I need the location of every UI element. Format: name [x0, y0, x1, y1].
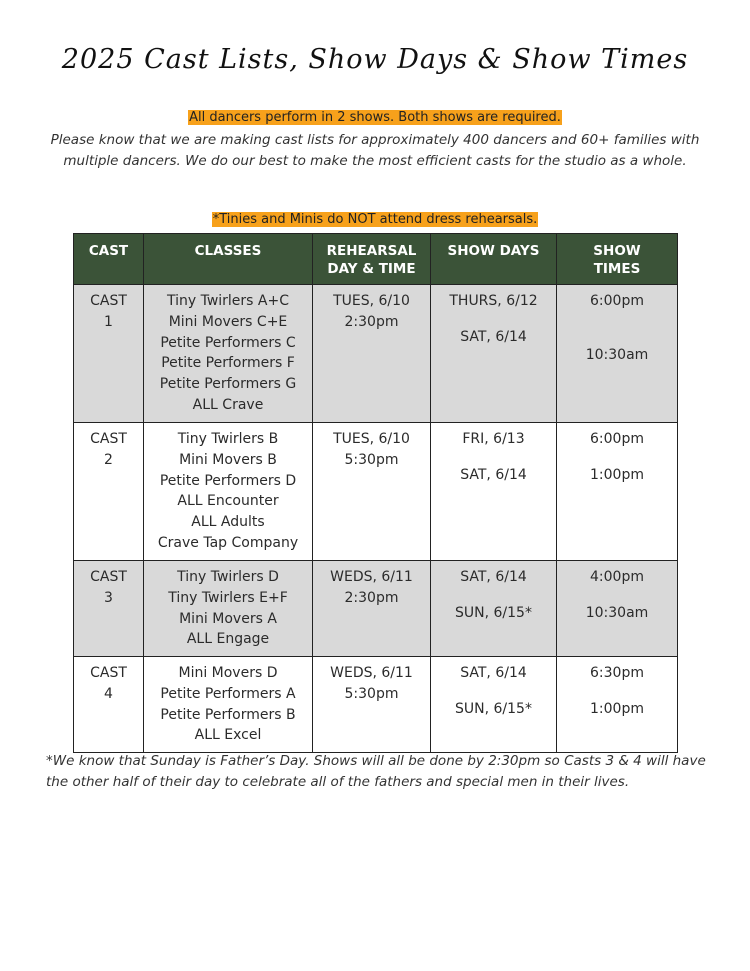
table-row [74, 423, 678, 561]
cast-cell: CAST 3 [74, 561, 144, 657]
show-times-cell: 6:00pm 10:30am [557, 285, 678, 423]
header-show-days: SHOW DAYS [431, 234, 557, 285]
table-row [74, 657, 678, 753]
classes-cell: Tiny Twirlers B Mini Movers B Petite Performers D ALL Encounter ALL Adults Crave Tap Company [144, 423, 313, 561]
table-row [74, 561, 678, 657]
show-times-cell: 6:30pm 1:00pm [557, 657, 678, 753]
intro-paragraph: Please know that we are making cast lists for approximately 400 dancers and 60+ families with multiple dancers. We do our best to make the most efficient casts for the studio as a whole. [50, 132, 700, 169]
classes-cell: Tiny Twirlers A+C Mini Movers C+E Petite Performers C Petite Performers F Petite Performers G ALL Crave [144, 285, 313, 423]
classes-cell: Tiny Twirlers D Tiny Twirlers E+F Mini Movers A ALL Engage [144, 561, 313, 657]
show-times-cell: 4:00pm 10:30am [557, 561, 678, 657]
cast-cell: CAST 4 [74, 657, 144, 753]
show-days-cell: FRI, 6/13 SAT, 6/14 [431, 423, 557, 561]
dress-rehearsal-notice: *Tinies and Minis do NOT attend dress rehearsals. [212, 212, 538, 227]
rehearsal-cell: WEDS, 6/11 5:30pm [313, 657, 431, 753]
header-show-times: SHOW TIMES [557, 234, 678, 285]
dress-rehearsal-notice-line [0, 212, 750, 227]
show-days-cell: THURS, 6/12 SAT, 6/14 [431, 285, 557, 423]
fathers-day-footnote: *We know that Sunday is Father’s Day. Shows will all be done by 2:30pm so Casts 3 & 4 will have the other half of their day to celebrate all of the fathers and special men in their lives. [46, 753, 706, 790]
show-times-cell: 6:00pm 1:00pm [557, 423, 678, 561]
table-header-row [74, 234, 678, 285]
header-rehearsal: REHEARSAL DAY & TIME [313, 234, 431, 285]
cast-cell: CAST 2 [74, 423, 144, 561]
required-notice-line [0, 110, 750, 125]
rehearsal-cell: WEDS, 6/11 2:30pm [313, 561, 431, 657]
cast-cell: CAST 1 [74, 285, 144, 423]
show-days-cell: SAT, 6/14 SUN, 6/15* [431, 561, 557, 657]
classes-cell: Mini Movers D Petite Performers A Petite Performers B ALL Excel [144, 657, 313, 753]
page-title: 2025 Cast Lists, Show Days & Show Times [61, 44, 689, 75]
required-notice: All dancers perform in 2 shows. Both shows are required. [189, 110, 561, 125]
cast-schedule-table [73, 233, 678, 753]
rehearsal-cell: TUES, 6/10 2:30pm [313, 285, 431, 423]
table-row [74, 285, 678, 423]
header-classes: CLASSES [144, 234, 313, 285]
show-days-cell: SAT, 6/14 SUN, 6/15* [431, 657, 557, 753]
rehearsal-cell: TUES, 6/10 5:30pm [313, 423, 431, 561]
header-cast: CAST [74, 234, 144, 285]
